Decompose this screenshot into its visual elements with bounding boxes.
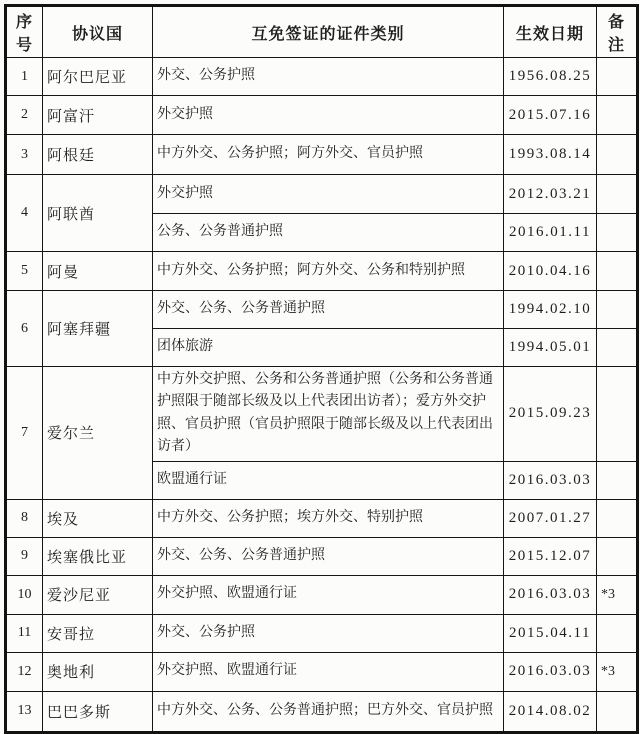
header-cell-documents: 互免签证的证件类别 [153,6,504,58]
country-cell: 阿根廷 [43,135,153,175]
header-cell-serial: 序号 [6,6,43,58]
date-cell: 2010.04.16 [504,252,597,291]
note-cell [597,291,638,329]
serial-cell: 1 [6,58,43,96]
documents-cell: 外交护照 [153,96,504,135]
country-cell: 爱尔兰 [43,367,153,500]
date-cell: 2016.03.03 [504,575,597,614]
date-cell: 1994.05.01 [504,329,597,367]
table-row [6,252,638,291]
note-cell [597,691,638,732]
documents-cell: 外交、公务、公务普通护照 [153,291,504,329]
header-cell-note: 备注 [597,6,638,58]
serial-cell: 9 [6,537,43,575]
date-cell: 2015.12.07 [504,537,597,575]
serial-cell: 6 [6,291,43,367]
table-row [6,58,638,96]
country-cell: 埃及 [43,499,153,537]
date-cell: 2007.01.27 [504,499,597,537]
table-row [6,537,638,575]
note-cell [597,175,638,214]
date-cell: 2012.03.21 [504,175,597,214]
date-cell: 2016.03.03 [504,652,597,691]
table-header-row [6,6,638,58]
date-cell: 1956.08.25 [504,58,597,96]
note-cell: *3 [597,652,638,691]
country-cell: 阿联酋 [43,175,153,252]
documents-cell: 中方外交、公务护照；阿方外交、官员护照 [153,135,504,175]
table-row [6,691,638,732]
table-row [6,499,638,537]
documents-cell: 中方外交、公务护照；埃方外交、特别护照 [153,499,504,537]
note-cell [597,537,638,575]
table-row [6,614,638,652]
table-row [6,291,638,329]
note-cell [597,461,638,499]
documents-cell: 中方外交、公务、公务普通护照；巴方外交、官员护照 [153,691,504,732]
serial-cell: 10 [6,575,43,614]
country-cell: 安哥拉 [43,614,153,652]
serial-cell: 12 [6,652,43,691]
date-cell: 2015.09.23 [504,367,597,462]
note-cell [597,329,638,367]
documents-cell: 公务、公务普通护照 [153,214,504,252]
date-cell: 1993.08.14 [504,135,597,175]
date-cell: 2014.08.02 [504,691,597,732]
country-cell: 奥地利 [43,652,153,691]
documents-cell: 外交护照、欧盟通行证 [153,575,504,614]
country-cell: 埃塞俄比亚 [43,537,153,575]
documents-cell: 中方外交护照、公务和公务普通护照（公务和公务普通护照限于随部长级及以上代表团出访者）；爱方外交护照、官员护照（官员护照限于随部长级及以上代表团出访者） [153,367,504,462]
documents-cell: 外交护照 [153,175,504,214]
serial-cell: 4 [6,175,43,252]
country-cell: 阿曼 [43,252,153,291]
documents-cell: 外交、公务护照 [153,58,504,96]
serial-cell: 2 [6,96,43,135]
note-cell [597,96,638,135]
note-cell [597,252,638,291]
table-row [6,175,638,214]
table-row [6,652,638,691]
documents-cell: 外交、公务、公务普通护照 [153,537,504,575]
country-cell: 阿塞拜疆 [43,291,153,367]
table-row [6,135,638,175]
documents-cell: 外交护照、欧盟通行证 [153,652,504,691]
date-cell: 1994.02.10 [504,291,597,329]
visa-exemption-table [4,4,639,734]
serial-cell: 13 [6,691,43,732]
table-row [6,96,638,135]
documents-cell: 团体旅游 [153,329,504,367]
country-cell: 巴巴多斯 [43,691,153,732]
country-cell: 爱沙尼亚 [43,575,153,614]
note-cell [597,614,638,652]
date-cell: 2015.04.11 [504,614,597,652]
note-cell [597,367,638,462]
table-row [6,367,638,462]
note-cell [597,135,638,175]
header-cell-country: 协议国 [43,6,153,58]
note-cell [597,499,638,537]
note-cell [597,214,638,252]
header-cell-date: 生效日期 [504,6,597,58]
date-cell: 2015.07.16 [504,96,597,135]
documents-cell: 欧盟通行证 [153,461,504,499]
serial-cell: 5 [6,252,43,291]
serial-cell: 8 [6,499,43,537]
serial-cell: 7 [6,367,43,500]
country-cell: 阿尔巴尼亚 [43,58,153,96]
serial-cell: 11 [6,614,43,652]
table-row [6,575,638,614]
date-cell: 2016.03.03 [504,461,597,499]
documents-cell: 中方外交、公务护照；阿方外交、公务和特别护照 [153,252,504,291]
serial-cell: 3 [6,135,43,175]
date-cell: 2016.01.11 [504,214,597,252]
country-cell: 阿富汗 [43,96,153,135]
documents-cell: 外交、公务护照 [153,614,504,652]
note-cell: *3 [597,575,638,614]
note-cell [597,58,638,96]
